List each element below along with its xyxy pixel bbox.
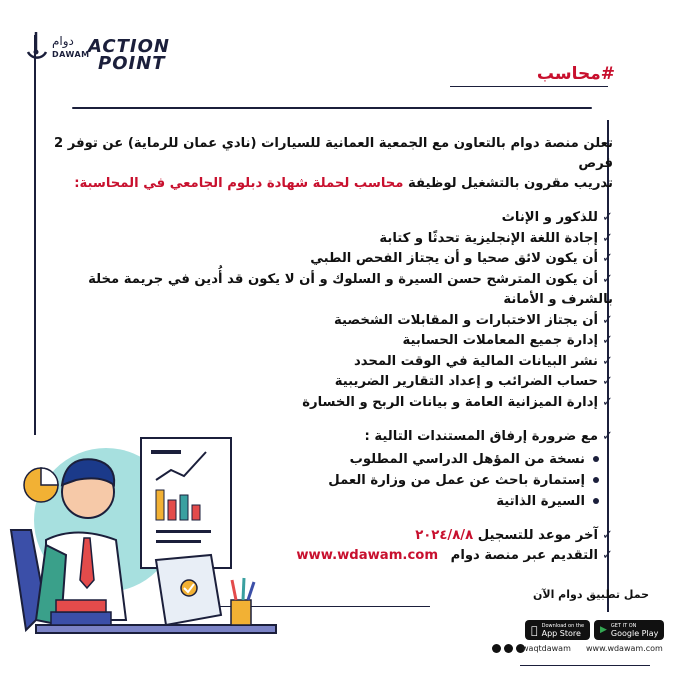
check-icon: ✓ <box>601 333 613 348</box>
requirement-item <box>53 249 613 270</box>
frame-line-left-vertical <box>34 35 36 435</box>
google-play-badge[interactable] <box>594 620 664 640</box>
frame-line-hashtag-underline <box>450 86 608 87</box>
google-play-badge-text <box>611 623 658 638</box>
requirement-item <box>53 208 613 229</box>
laptop-icon <box>156 555 221 625</box>
requirement-text: للذكور و الإناث <box>501 210 598 225</box>
deadline-label: آخر موعد للتسجيل <box>473 528 598 543</box>
requirement-item <box>53 229 613 250</box>
requirement-item <box>53 372 613 393</box>
requirement-text: إجادة اللغة الإنجليزية تحدثًا و كتابة <box>379 230 598 246</box>
accountant-illustration <box>6 430 286 655</box>
requirement-text: نشر البيانات المالية في الوقت المحدد <box>354 353 598 369</box>
desk-shape <box>36 625 276 633</box>
requirement-text: أن يجتاز الاختبارات و المقابلات الشخصية <box>334 312 598 328</box>
check-icon: ✓ <box>601 210 613 225</box>
bullet-icon <box>593 456 599 462</box>
requirements-list <box>53 208 613 413</box>
dawam-logo <box>24 30 90 70</box>
check-icon: ✓ <box>601 353 613 369</box>
bullet-icon <box>593 477 599 483</box>
footer-website[interactable]: www.wdawam.com <box>586 644 663 653</box>
frame-line-top <box>72 107 592 109</box>
apply-label: التقديم عبر منصة دوام <box>446 548 598 563</box>
requirement-text: إدارة الميزانية العامة و بيانات الربح و الخسارة <box>302 394 598 410</box>
download-app-label: حمل تطبيق دوام الآن <box>532 588 649 601</box>
intro-line-1: تعلن منصة دوام بالتعاون مع الجمعية العمانية للسيارات (نادي عمان للرماية) عن توفر 2 فرص <box>53 136 613 171</box>
requirement-text: أن يكون لائق صحيا و أن يجتاز الفحص الطبي <box>310 251 598 266</box>
app-store-text: App Store <box>535 628 575 638</box>
requirement-text: إدارة جميع المعاملات الحسابية <box>402 333 598 348</box>
check-icon: ✓ <box>601 230 613 246</box>
apple-icon <box>531 624 538 637</box>
intro-line-2-highlight: محاسب لحملة شهادة دبلوم الجامعي في المحاسبة: <box>74 176 404 191</box>
app-store-badge-text <box>535 622 584 638</box>
check-icon: ✓ <box>601 394 613 410</box>
dawam-logo-icon <box>24 30 50 66</box>
requirement-text: حساب الضرائب و إعداد التقارير الضريبية <box>334 374 598 389</box>
requirement-item <box>53 352 613 373</box>
check-icon: ✓ <box>601 271 613 287</box>
app-store-small-text: Download on the <box>535 622 578 629</box>
frame-line-bottom-right <box>520 665 650 666</box>
check-icon: ✓ <box>601 528 613 543</box>
books-icon <box>51 600 111 625</box>
twitter-icon[interactable] <box>492 644 501 653</box>
requirement-item <box>53 311 613 332</box>
requirement-item <box>53 270 613 311</box>
requirement-item <box>53 393 613 414</box>
dawam-logo-arabic: دوام <box>52 34 74 48</box>
document-text: نسخة من المؤهل الدراسي المطلوب <box>349 452 585 467</box>
requirement-text: أن يكون المترشح حسن السيرة و السلوك و أن لا يكون قد أُدين في جريمة مخلة بالشرف و الأمانة <box>88 271 613 307</box>
check-icon: ✓ <box>601 312 613 328</box>
pie-chart-icon <box>24 468 58 502</box>
chart-board-icon <box>141 438 231 568</box>
social-icons <box>492 644 525 653</box>
intro-paragraph <box>53 134 613 194</box>
action-logo-line2: POINT <box>98 53 166 74</box>
documents-heading-text: مع ضرورة إرفاق المستندات التالية : <box>364 429 598 444</box>
google-play-text: Google Play <box>610 628 659 638</box>
requirement-item <box>53 331 613 352</box>
bullet-icon <box>593 498 599 504</box>
play-icon: ▶ <box>600 625 607 635</box>
google-play-small-text: GET IT ON <box>610 622 637 629</box>
document-text: السيرة الذاتية <box>496 494 585 509</box>
dawam-logo-english: DAWAM <box>52 50 90 59</box>
check-icon: ✓ <box>601 548 613 563</box>
social-handle: waqtdawam <box>522 644 571 653</box>
pencil-cup-icon <box>231 578 254 625</box>
check-icon: ✓ <box>601 251 613 266</box>
intro-line-2 <box>53 174 613 194</box>
deadline-date: ٢٠٢٤/٨/٨ <box>415 528 474 543</box>
check-icon: ✓ <box>601 429 613 444</box>
apply-url-link[interactable]: www.wdawam.com <box>296 548 439 563</box>
intro-line-2-text: تدريب مقرون بالتشغيل لوظيفة <box>403 176 613 191</box>
job-hashtag: #محاسب <box>536 64 615 84</box>
app-store-badge[interactable] <box>525 620 590 640</box>
document-text: إستمارة باحث عن عمل من وزارة العمل <box>328 473 585 488</box>
action-logo-line1: ACTION <box>88 36 170 57</box>
action-point-logo <box>88 38 170 72</box>
linkedin-icon[interactable] <box>504 644 513 653</box>
check-icon: ✓ <box>601 374 613 389</box>
